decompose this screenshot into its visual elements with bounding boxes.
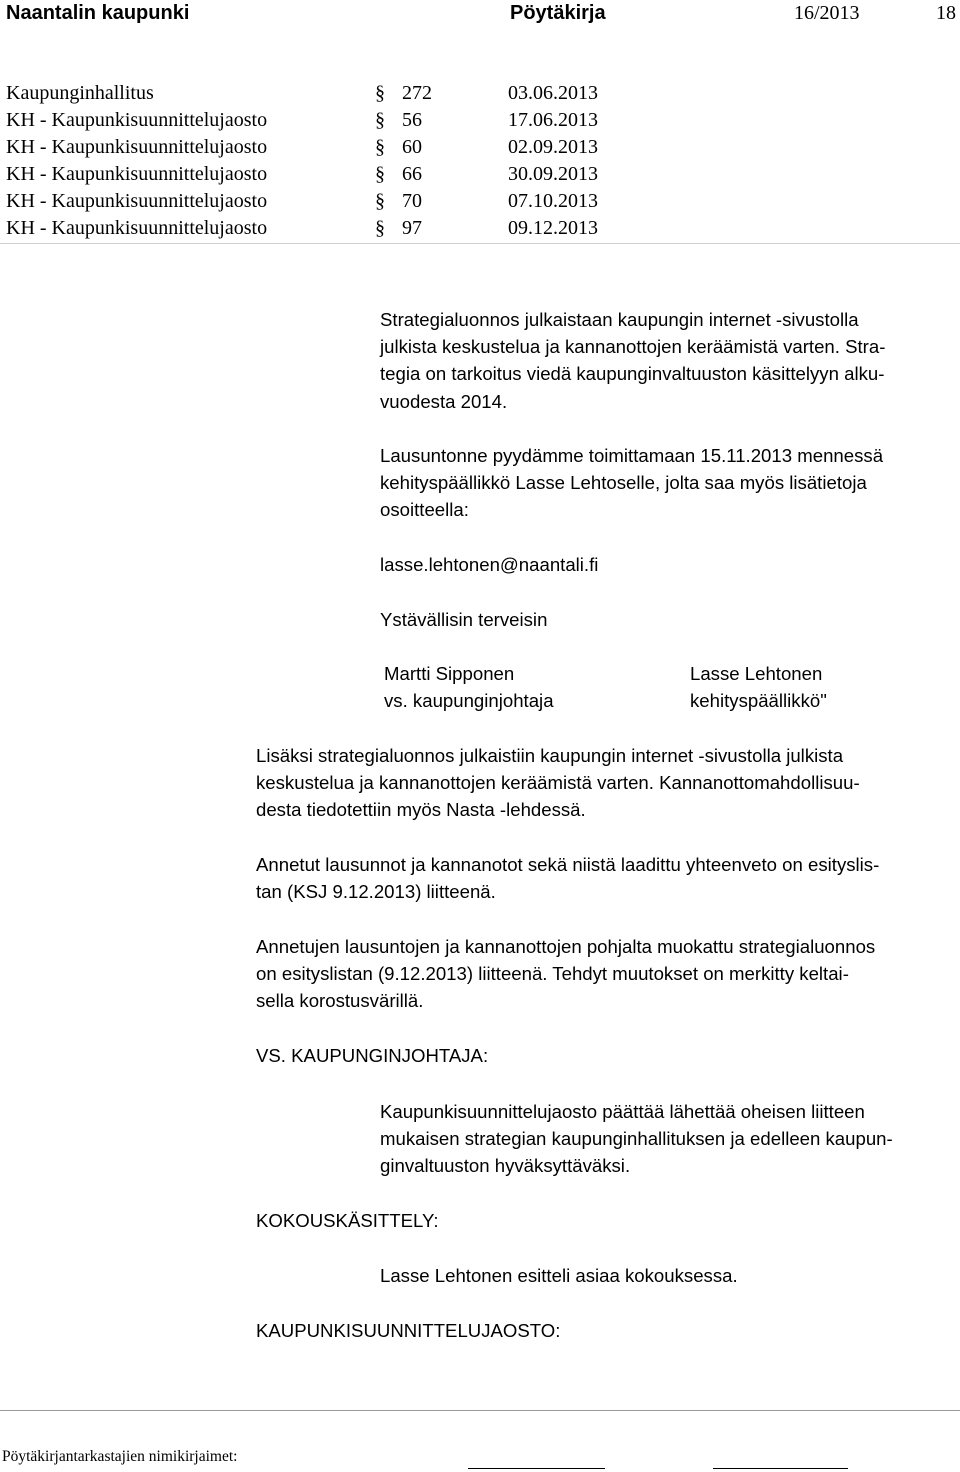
history-body: KH - Kaupunkisuunnittelujaosto — [6, 163, 268, 185]
body-paragraph-2: Annetut lausunnot ja kannanotot sekä niistä laadittu yhteenveto on esityslis- tan (KSJ 9.12.2013) liitteenä. — [256, 854, 880, 903]
history-row — [0, 82, 960, 109]
section-symbol: § — [375, 109, 385, 131]
quote-paragraph-2: Lausuntonne pyydämme toimittamaan 15.11.2013 mennessä kehityspäällikkö Lasse Lehtoselle, jolta saa myös lisätietoja osoitteella: — [380, 445, 884, 521]
section-symbol: § — [375, 190, 385, 212]
signer-2-title: kehityspäällikkö" — [690, 690, 827, 711]
history-body: KH - Kaupunkisuunnittelujaosto — [6, 109, 268, 131]
page-number: 18 — [936, 2, 956, 24]
section-symbol: § — [375, 82, 385, 104]
history-body: KH - Kaupunkisuunnittelujaosto — [6, 217, 268, 239]
history-row — [0, 190, 960, 217]
meeting-text: Lasse Lehtonen esitteli asiaa kokouksessa. — [380, 1265, 738, 1286]
history-body: Kaupunginhallitus — [6, 82, 154, 104]
history-section-number: 56 — [402, 109, 422, 131]
signer-1-name: Martti Sipponen — [384, 663, 515, 684]
history-row — [0, 136, 960, 163]
quote-paragraph-1: Strategialuonnos julkaistaan kaupungin internet -sivustolla julkista keskustelua ja kannanottojen keräämistä varten. Stra- tegia on tarkoitus viedä kaupunginvaltuuston käsittelyyn alku- vuodesta 2014. — [380, 309, 886, 412]
history-date: 30.09.2013 — [508, 163, 598, 185]
proposal-heading: VS. KAUPUNGINJOHTAJA: — [256, 1045, 489, 1066]
body-paragraph-3: Annetujen lausuntojen ja kannanottojen pohjalta muokattu strategialuonnos on esityslistan (9.12.2013) liitteenä. Tehdyt muutokset on merkitty keltai- sella korostusvärillä. — [256, 936, 876, 1012]
history-date: 07.10.2013 — [508, 190, 598, 212]
history-date: 02.09.2013 — [508, 136, 598, 158]
section-symbol: § — [375, 163, 385, 185]
decision-heading: KAUPUNKISUUNNITTELUJAOSTO: — [256, 1320, 561, 1341]
meeting-heading: KOKOUSKÄSITTELY: — [256, 1210, 439, 1231]
initials-label: Pöytäkirjantarkastajien nimikirjaimet: — [2, 1448, 238, 1465]
history-section-number: 97 — [402, 217, 422, 239]
history-row — [0, 217, 960, 244]
history-body: KH - Kaupunkisuunnittelujaosto — [6, 136, 268, 158]
history-section-number: 66 — [402, 163, 422, 185]
signer-1-title: vs. kaupunginjohtaja — [384, 690, 554, 711]
history-divider — [0, 243, 960, 244]
initials-line-2 — [713, 1468, 848, 1469]
contact-email: lasse.lehtonen@naantali.fi — [380, 554, 599, 575]
history-body: KH - Kaupunkisuunnittelujaosto — [6, 190, 268, 212]
proposal-text: Kaupunkisuunnittelujaosto päättää lähettää oheisen liitteen mukaisen strategian kaupunginhallituksen ja edelleen kaupun- ginvaltuuston hyväksyttäväksi. — [380, 1101, 893, 1177]
history-date: 03.06.2013 — [508, 82, 598, 104]
greeting: Ystävällisin terveisin — [380, 609, 548, 630]
body-paragraph-1: Lisäksi strategialuonnos julkaistiin kaupungin internet -sivustolla julkista keskustelua ja kannanottojen keräämistä varten. Kannanottomahdollisuu- desta tiedotettiin myös Nasta -lehdessä. — [256, 745, 860, 821]
history-date: 09.12.2013 — [508, 217, 598, 239]
history-date: 17.06.2013 — [508, 109, 598, 131]
initials-line-1 — [468, 1468, 605, 1469]
history-section-number: 70 — [402, 190, 422, 212]
history-section-number: 60 — [402, 136, 422, 158]
footer-divider — [0, 1410, 960, 1411]
section-symbol: § — [375, 217, 385, 239]
section-symbol: § — [375, 136, 385, 158]
history-row — [0, 109, 960, 136]
municipality-name: Naantalin kaupunki — [6, 2, 190, 24]
minutes-number: 16/2013 — [794, 2, 860, 24]
history-row — [0, 163, 960, 190]
signer-2-name: Lasse Lehtonen — [690, 663, 823, 684]
document-type: Pöytäkirja — [510, 2, 606, 24]
history-section-number: 272 — [402, 82, 432, 104]
